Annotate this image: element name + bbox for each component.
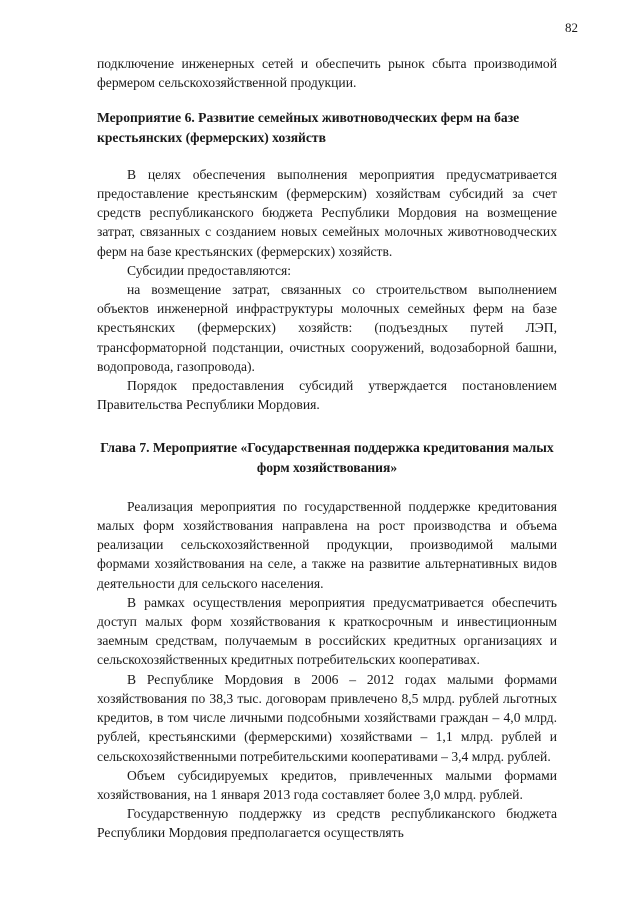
chapter-7-paragraph-3: В Республике Мордовия в 2006 – 2012 годах малыми формами хозяйствования по 38,3 тыс. договорам привлечено 8,5 млрд. рублей льготных кредитов, в том числе личными подсобными хозяйствами граждан – 4,0 млрд. рублей, крестьянскими (фермерскими) хозяйствами – 1,1 млрд. рублей и сельскохозяйственными потребительскими кооперативами – 3,4 млрд. рублей. <box>97 671 557 764</box>
section-6-paragraph-3: на возмещение затрат, связанных со строительством выполнением объектов инженерной инфраструктуры молочных семейных ферм на базе крестьянских (фермерских) хозяйств: (подъездных путей ЛЭП, трансформаторной подстанции, очистных сооружений, водозаборной башни, водопровода, газопровода). <box>97 282 557 374</box>
section-6-paragraph-2: Субсидии предоставляются: <box>127 262 292 278</box>
page-number: 82 <box>565 20 578 35</box>
document-body <box>97 54 557 843</box>
intro-paragraph: подключение инженерных сетей и обеспечить рынок сбыта производимой фермером сельскохозяйственной продукции. <box>97 56 557 91</box>
chapter-7-paragraph-1: Реализация мероприятия по государственной поддержке кредитования малых форм хозяйствования направлена на рост производства и объема реализации сельскохозяйственной продукции, производимой малыми формами хозяйствования на селе, а также на развитие альтернативных видов деятельности для сельского населения. <box>97 498 557 591</box>
chapter-7-paragraph-5: Государственную поддержку из средств республиканского бюджета Республики Мордовия предполагается осуществлять <box>97 806 557 841</box>
section-6-paragraph-4: Порядок предоставления субсидий утверждается постановлением Правительства Республики Мордовия. <box>97 378 557 413</box>
section-6-paragraph-1: В целях обеспечения выполнения мероприятия предусматривается предоставление крестьянским (фермерским) хозяйствам субсидий за счет средств республиканского бюджета Республики Мордовия на возмещение затрат, связанных с созданием новых семейных молочных животноводческих ферм на базе крестьянских (фермерских) хозяйств. <box>97 166 557 259</box>
chapter-7-heading: Глава 7. Мероприятие «Государственная поддержка кредитования малых форм хозяйствования» <box>100 440 554 475</box>
chapter-7-paragraph-4: Объем субсидируемых кредитов, привлеченных малыми формами хозяйствования, на 1 января 2013 года составляет более 3,0 млрд. рублей. <box>97 767 557 802</box>
section-6-heading: Мероприятие 6. Развитие семейных животноводческих ферм на базе крестьянских (фермерских) хозяйств <box>97 110 520 145</box>
chapter-7-paragraph-2: В рамках осуществления мероприятия предусматривается обеспечить доступ малых форм хозяйствования к краткосрочным и инвестиционным заемным средствам, получаемым в российских кредитных организациях и сельскохозяйственных кредитных потребительских кооперативах. <box>97 594 557 668</box>
